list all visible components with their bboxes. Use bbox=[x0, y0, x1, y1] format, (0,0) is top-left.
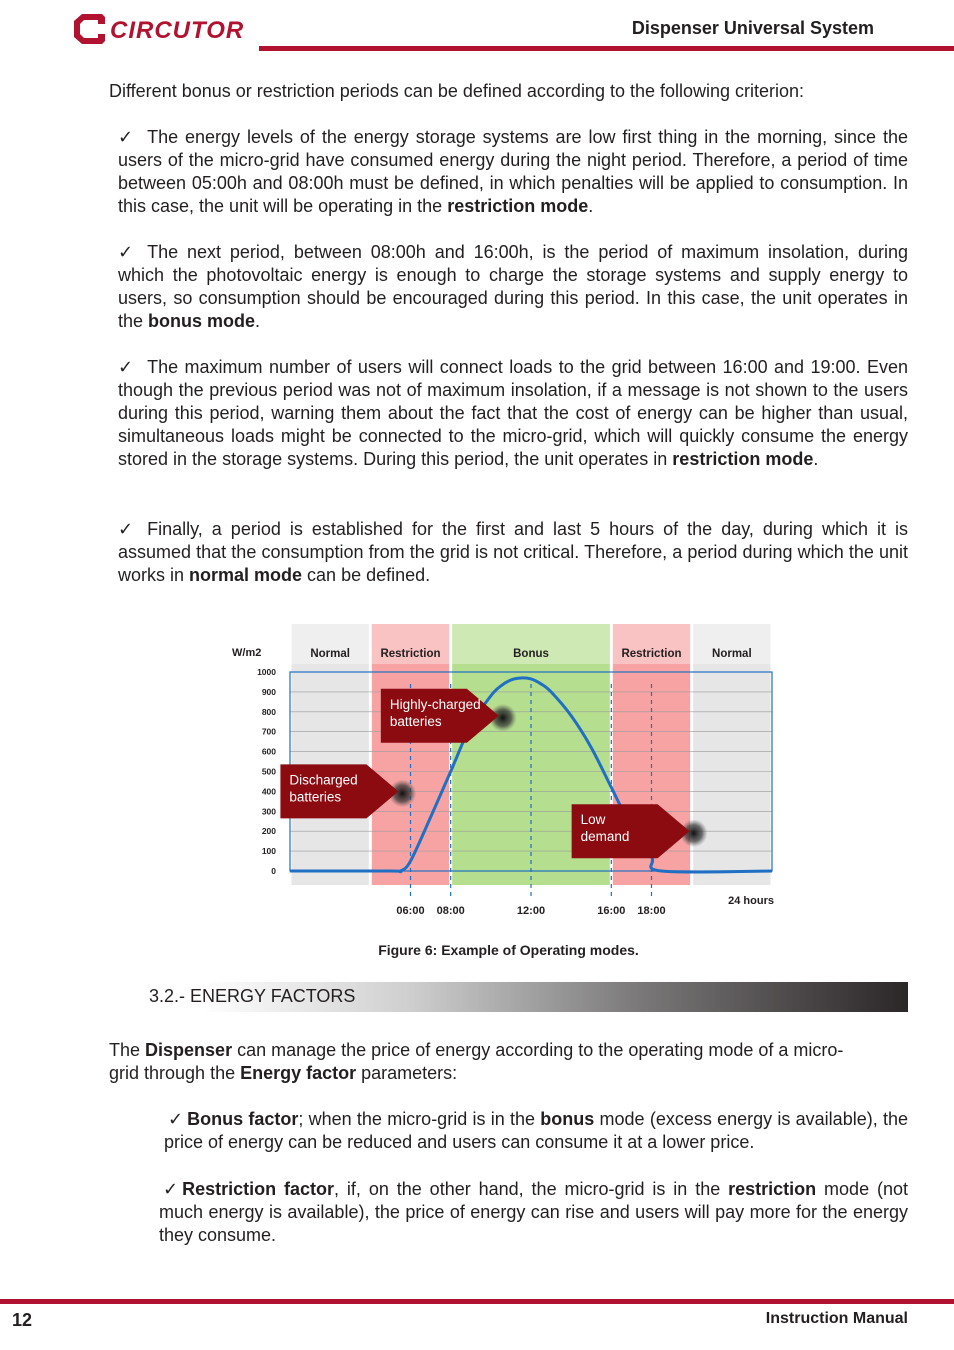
intro-paragraph: Different bonus or restriction periods can be defined according to the following criterion: bbox=[109, 81, 805, 101]
footer-rule bbox=[0, 1299, 954, 1304]
x-marker-label-4: 18:00 bbox=[637, 905, 666, 917]
bullet-2: ✓ The next period, between 08:00h and 16:00h, is the period of maximum insolation, during which the photovoltaic energy is enough to charge the storage systems and supply energy to users, so consumption should be encouraged during this period. In this case, the unit operates in the bonus mode. bbox=[118, 242, 908, 331]
callout-text-0-0: Discharged bbox=[289, 772, 358, 788]
header-rule bbox=[259, 46, 954, 51]
operating-modes-chart bbox=[228, 620, 788, 920]
footer-title: Instruction Manual bbox=[765, 1310, 908, 1327]
header-title: Dispenser Universal System bbox=[631, 18, 874, 38]
bonus-factor-item: ✓ Bonus factor; when the micro-grid is in the bonus mode (excess energy is available), the price of energy can be reduced and users can consume it at a lower price. bbox=[164, 1109, 908, 1152]
band-label-4: Normal bbox=[712, 648, 752, 660]
y-tick-label-9: 900 bbox=[261, 686, 276, 697]
check-icon: ✓ bbox=[118, 519, 134, 539]
check-icon: ✓ bbox=[118, 127, 134, 147]
band-label-1: Restriction bbox=[380, 648, 441, 660]
y-tick-label-2: 200 bbox=[261, 826, 276, 837]
bullet-3: ✓ The maximum number of users will connect loads to the grid between 16:00 and 19:00. Even though the previous period was not of maximum insolation, if a message is not shown to the users during this period, warning them about the fact that the cost of energy can be higher than usual, simultaneous loads might be connected to the micro-grid, which will quickly consume the energy stored in the storage systems. During this period, the unit operates in restriction mode. bbox=[118, 357, 908, 469]
y-tick-label-6: 600 bbox=[261, 746, 276, 757]
page-number: 12 bbox=[12, 1310, 33, 1330]
y-tick-label-3: 300 bbox=[261, 806, 276, 817]
callout-text-0-1: batteries bbox=[289, 789, 342, 805]
check-icon: ✓ bbox=[163, 1179, 179, 1199]
y-tick-label-0: 0 bbox=[271, 866, 276, 876]
x-axis-label: 24 hours bbox=[728, 895, 774, 907]
y-tick-label-5: 500 bbox=[261, 766, 276, 777]
x-marker-label-1: 08:00 bbox=[436, 905, 465, 917]
y-tick-label-4: 400 bbox=[261, 786, 276, 797]
y-tick-label-7: 700 bbox=[261, 726, 276, 737]
y-tick-label-10: 1000 bbox=[257, 667, 276, 677]
band-label-2: Bonus bbox=[513, 648, 549, 660]
figure-caption: Figure 6: Example of Operating modes. bbox=[378, 942, 639, 958]
check-icon: ✓ bbox=[168, 1109, 184, 1129]
circutor-logo-text: CIRCUTOR bbox=[110, 17, 245, 44]
check-icon: ✓ bbox=[118, 357, 134, 377]
restriction-factor-item: ✓ Restriction factor, if, on the other hand, the micro-grid is in the restriction mode (not much energy is available), the price of energy can rise and users will pay more for the energy they consume. bbox=[159, 1179, 909, 1245]
callout-text-2-0: Low bbox=[580, 812, 606, 828]
x-marker-label-3: 16:00 bbox=[597, 905, 626, 917]
circutor-logo-mark bbox=[74, 14, 105, 44]
callout-text-1-1: batteries bbox=[389, 713, 442, 729]
y-tick-label-1: 100 bbox=[261, 846, 276, 857]
bullet-4: ✓ Finally, a period is established for the first and last 5 hours of the day, during which it is assumed that the consumption from the grid is not critical. Therefore, a period during which the unit works in normal mode can be defined. bbox=[118, 519, 908, 585]
x-marker-label-2: 12:00 bbox=[516, 905, 546, 917]
x-marker-label-0: 06:00 bbox=[396, 905, 425, 917]
check-icon: ✓ bbox=[118, 242, 134, 262]
band-label-0: Normal bbox=[310, 648, 350, 660]
energy-factors-description: The Dispenser can manage the price of energy according to the operating mode of a micro-grid through the Energy factor parameters: bbox=[109, 1040, 844, 1083]
circutor-logo bbox=[72, 12, 252, 46]
section-title: 3.2.- ENERGY FACTORS bbox=[149, 986, 356, 1006]
bullet-1: ✓ The energy levels of the energy storage systems are low first thing in the morning, since the users of the micro-grid have consumed energy during the night period. Therefore, a period of time between 05:00h and 08:00h must be defined, in which penalties will be applied to consumption. In this case, the unit will be operating in the restriction mode. bbox=[118, 127, 908, 216]
band-label-3: Restriction bbox=[621, 648, 682, 660]
callout-text-2-1: demand bbox=[580, 829, 630, 845]
y-tick-label-8: 800 bbox=[261, 706, 276, 717]
callout-text-1-0: Highly-charged bbox=[389, 696, 481, 712]
y-axis-label: W/m2 bbox=[232, 647, 262, 659]
